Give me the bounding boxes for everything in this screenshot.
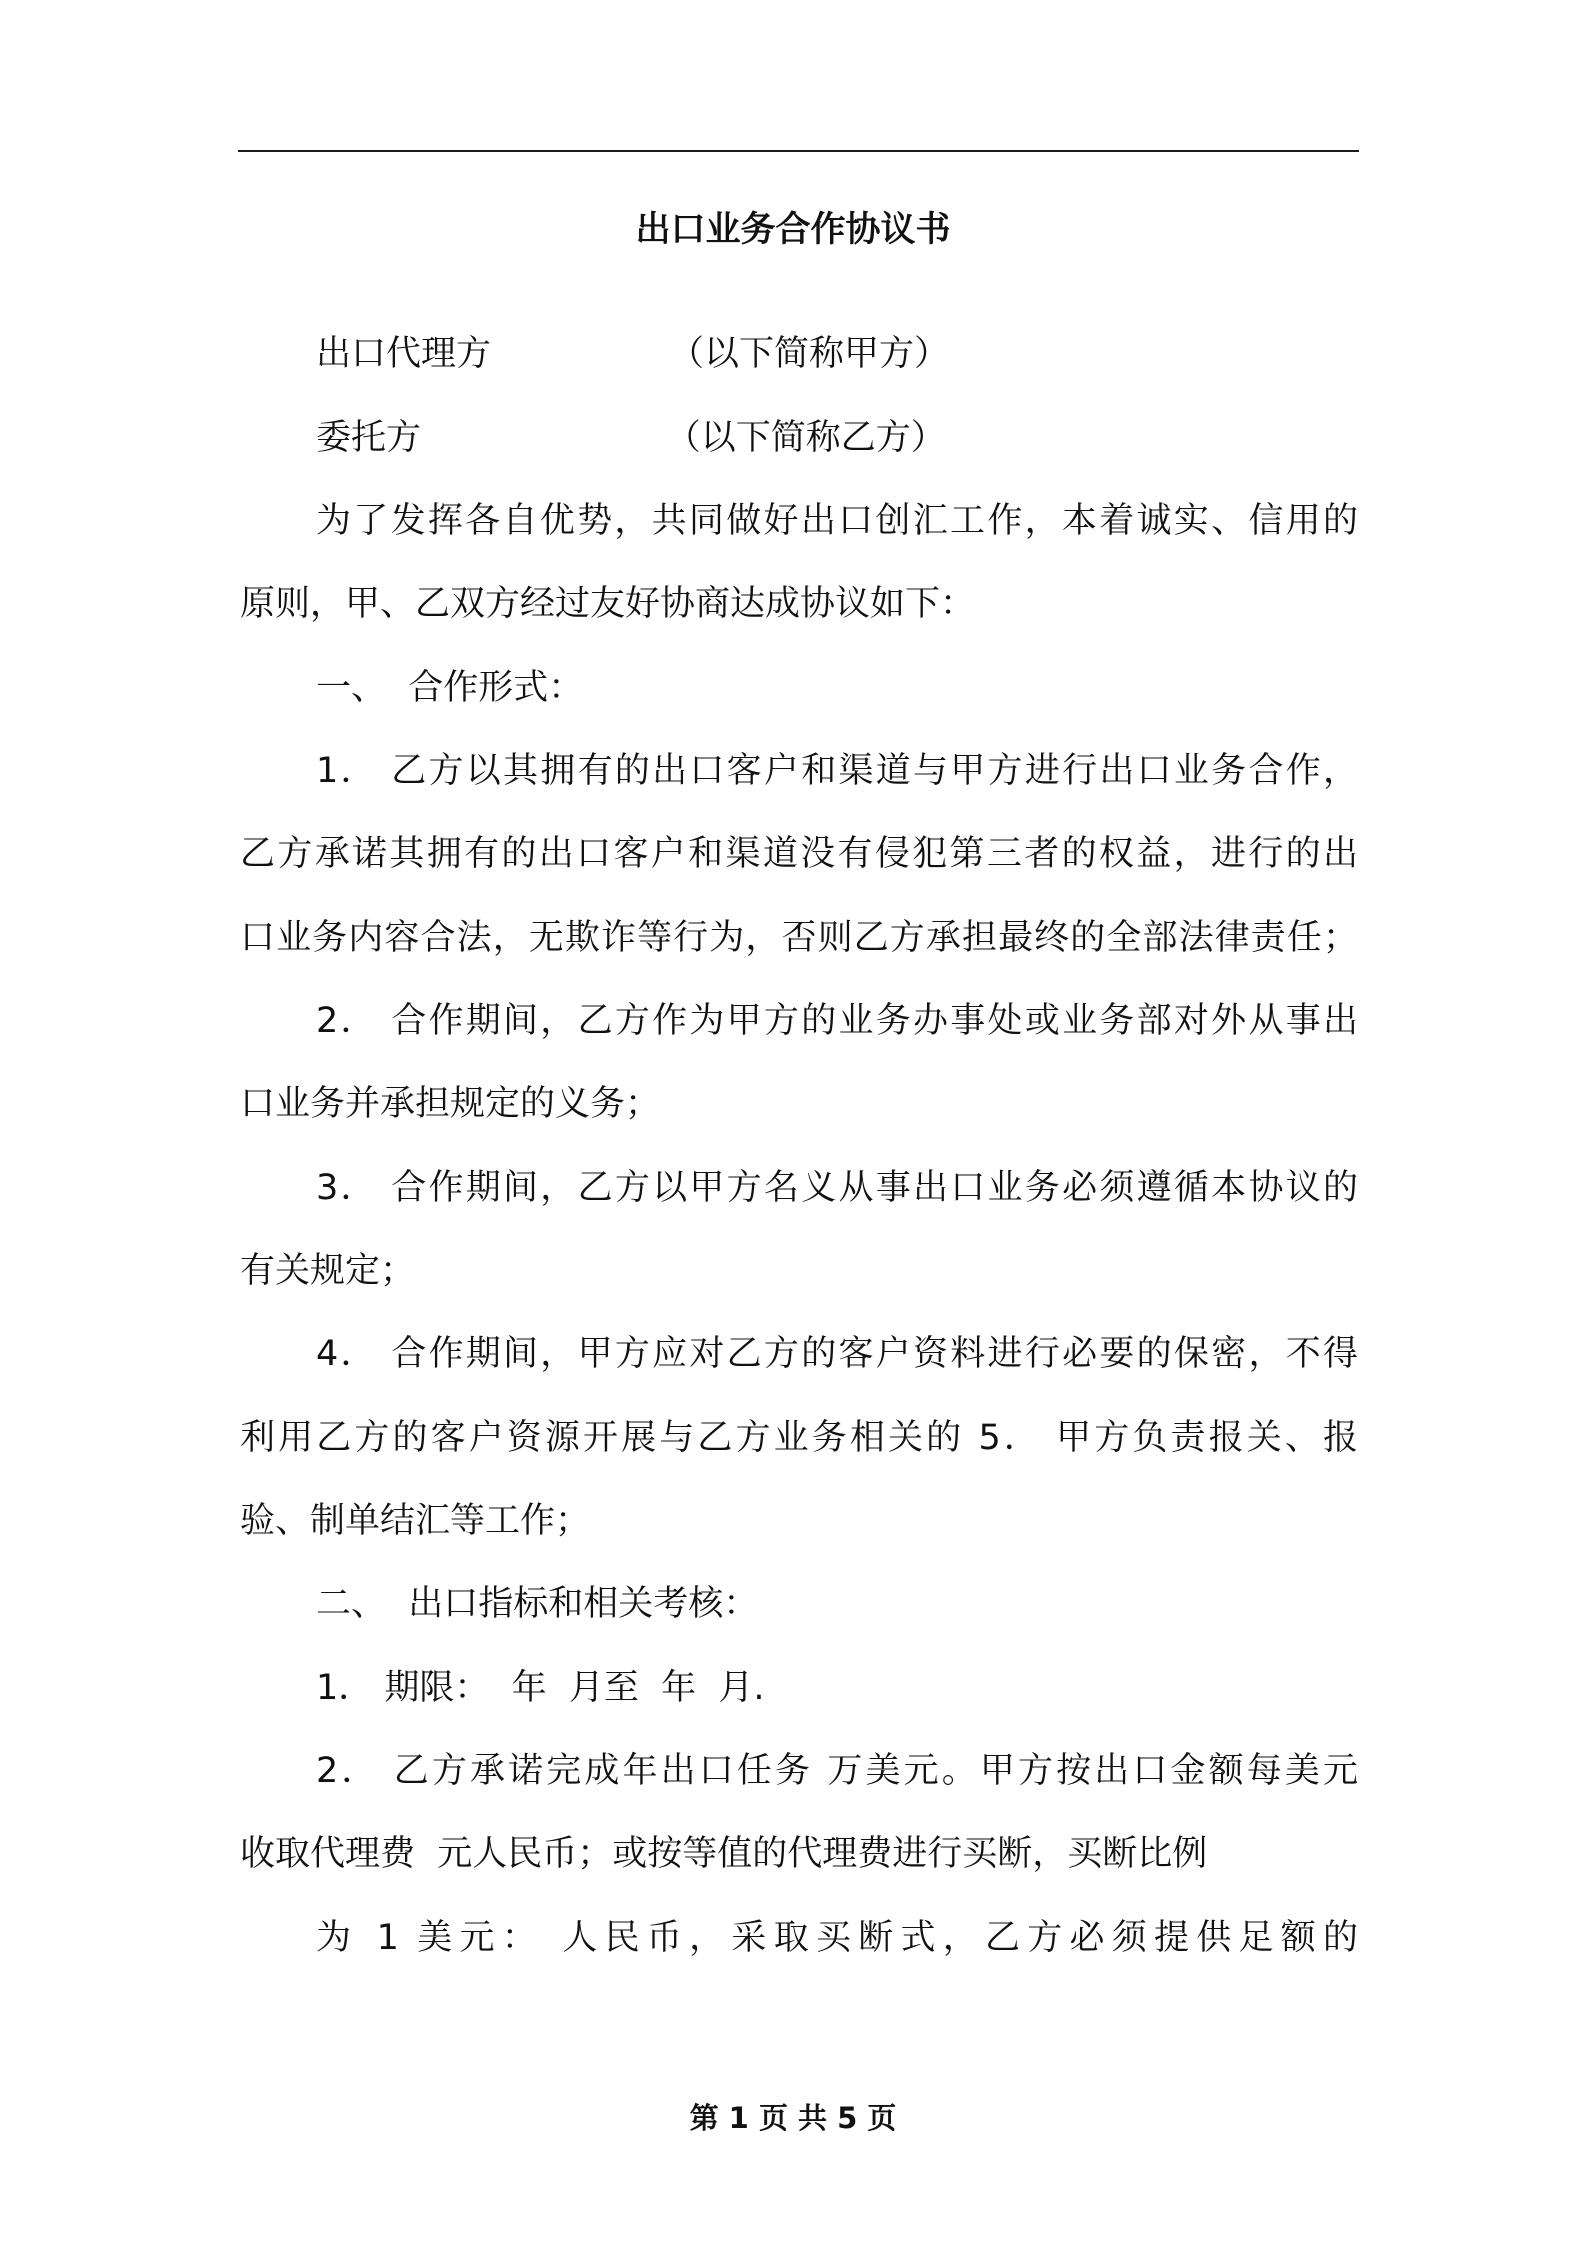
- section-heading-2: 二、 出口指标和相关考核：: [316, 1584, 759, 1624]
- party-line-agent: 出口代理方 （以下简称甲方）: [316, 334, 950, 374]
- clause-2-line-2: 口业务并承担规定的义务；: [240, 1084, 661, 1124]
- document-title: 出口业务合作协议书: [635, 210, 951, 250]
- clause-4-line-1: 4． 合作期间，甲方应对乙方的客户资料进行必要的保密，不得: [316, 1334, 1358, 1374]
- party-line-principal: 委托方 （以下简称乙方）: [316, 418, 946, 458]
- clause-1-line-2: 乙方承诺其拥有的出口客户和渠道没有侵犯第三者的权益，进行的出: [240, 834, 1358, 874]
- intro-line-2: 原则，甲、乙双方经过友好协商达成协议如下：: [240, 584, 976, 624]
- clause-3-line-1: 3． 合作期间，乙方以甲方名义从事出口业务必须遵循本协议的: [316, 1168, 1358, 1208]
- clause-4-line-2: 利用乙方的客户资源开展与乙方业务相关的 5． 甲方负责报关、报: [240, 1418, 1358, 1458]
- clause-3-line-2: 有关规定；: [240, 1251, 416, 1291]
- clause-1-line-1: 1． 乙方以其拥有的出口客户和渠道与甲方进行出口业务合作，: [316, 751, 1358, 791]
- task-line-1: 2． 乙方承诺完成年出口任务 万美元。甲方按出口金额每美元: [316, 1751, 1358, 1791]
- section-heading-1: 一、 合作形式：: [316, 668, 584, 708]
- clause-1-line-3: 口业务内容合法，无欺诈等行为，否则乙方承担最终的全部法律责任；: [240, 918, 1358, 958]
- term-line: 1． 期限： 年 月至 年 月.: [316, 1668, 765, 1708]
- task-line-3: 为 1 美元： 人民币，采取买断式，乙方必须提供足额的: [316, 1918, 1358, 1958]
- intro-line-1: 为了发挥各自优势，共同做好出口创汇工作，本着诚实、信用的: [316, 501, 1358, 541]
- header-rule: [238, 150, 1359, 152]
- clause-4-line-3: 验、制单结汇等工作；: [240, 1501, 591, 1541]
- clause-2-line-1: 2． 合作期间，乙方作为甲方的业务办事处或业务部对外从事出: [316, 1001, 1358, 1041]
- page-number: 第 1 页 共 5 页: [689, 2101, 897, 2135]
- task-line-2: 收取代理费 元人民币；或按等值的代理费进行买断，买断比例: [240, 1834, 1208, 1874]
